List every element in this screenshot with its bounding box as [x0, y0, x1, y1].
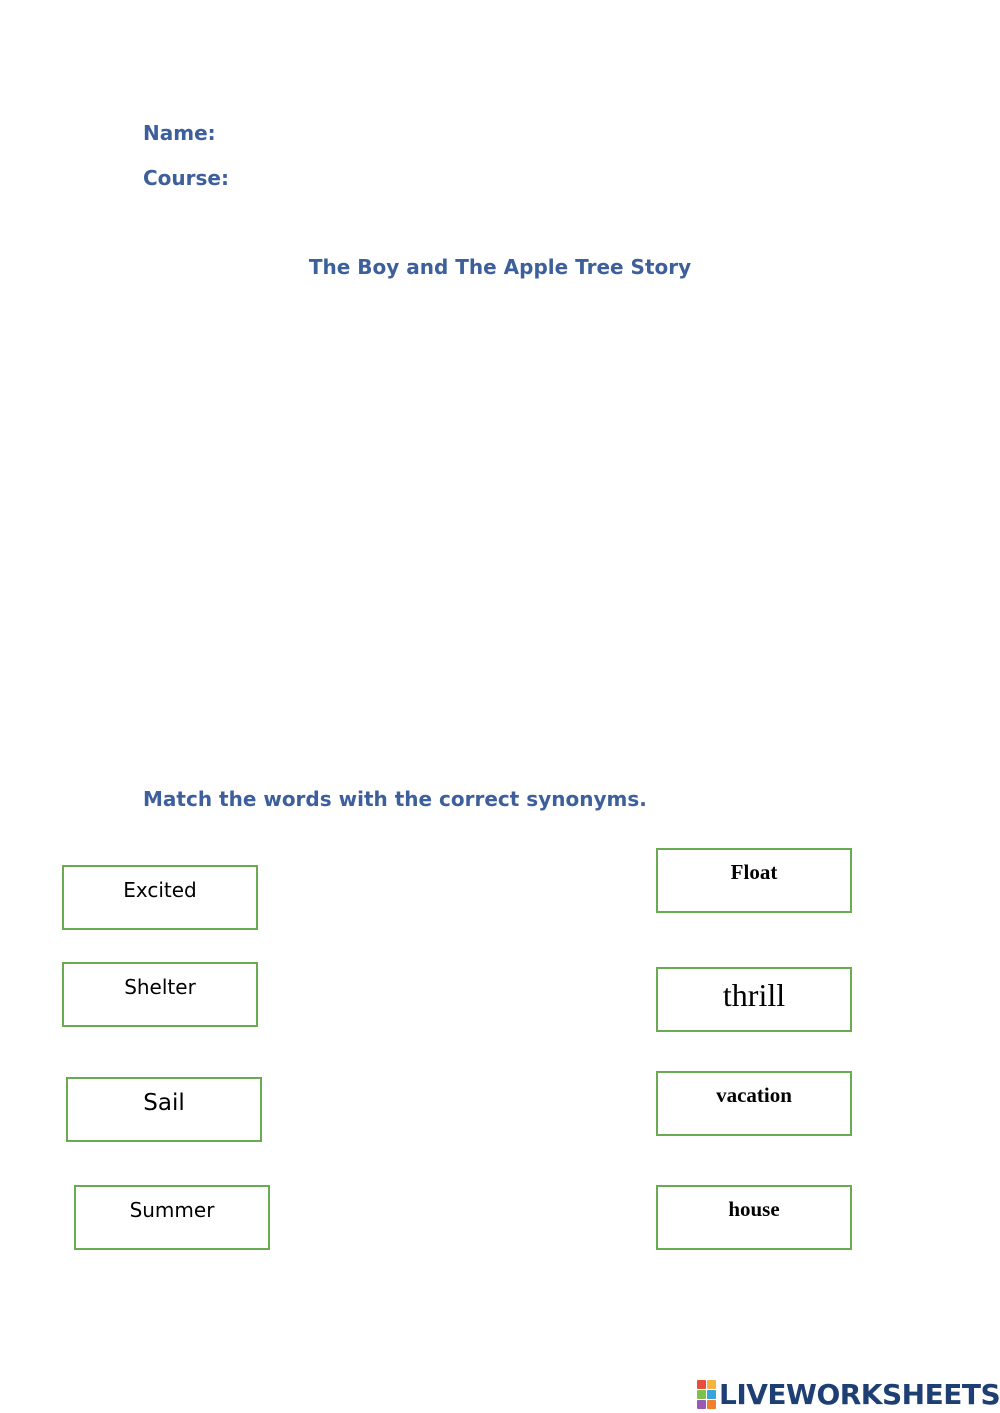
synonym-box-house[interactable] [656, 1185, 852, 1250]
worksheet-title: The Boy and The Apple Tree Story [308, 255, 692, 279]
synonym-box-vacation[interactable] [656, 1071, 852, 1136]
synonym-label: vacation [716, 1083, 792, 1107]
logo-blocks-icon [697, 1380, 716, 1409]
course-label: Course: [143, 166, 229, 190]
word-box-sail[interactable] [66, 1077, 262, 1142]
synonym-label: thrill [722, 977, 786, 1013]
word-box-excited[interactable] [62, 865, 258, 930]
synonym-box-thrill[interactable] [656, 967, 852, 1032]
logo-text: LIVEWORKSHEETS [719, 1378, 1000, 1411]
liveworksheets-logo [697, 1378, 1000, 1411]
word-box-shelter[interactable] [62, 962, 258, 1027]
synonym-label: Float [730, 860, 778, 884]
instruction-text: Match the words with the correct synonyms. [143, 787, 647, 811]
word-label: Excited [123, 878, 197, 902]
word-label: Sail [143, 1090, 185, 1116]
synonym-label: house [728, 1197, 780, 1221]
word-label: Summer [129, 1198, 215, 1222]
word-label: Shelter [124, 975, 196, 999]
word-box-summer[interactable] [74, 1185, 270, 1250]
synonym-box-float[interactable] [656, 848, 852, 913]
name-label: Name: [143, 121, 216, 145]
